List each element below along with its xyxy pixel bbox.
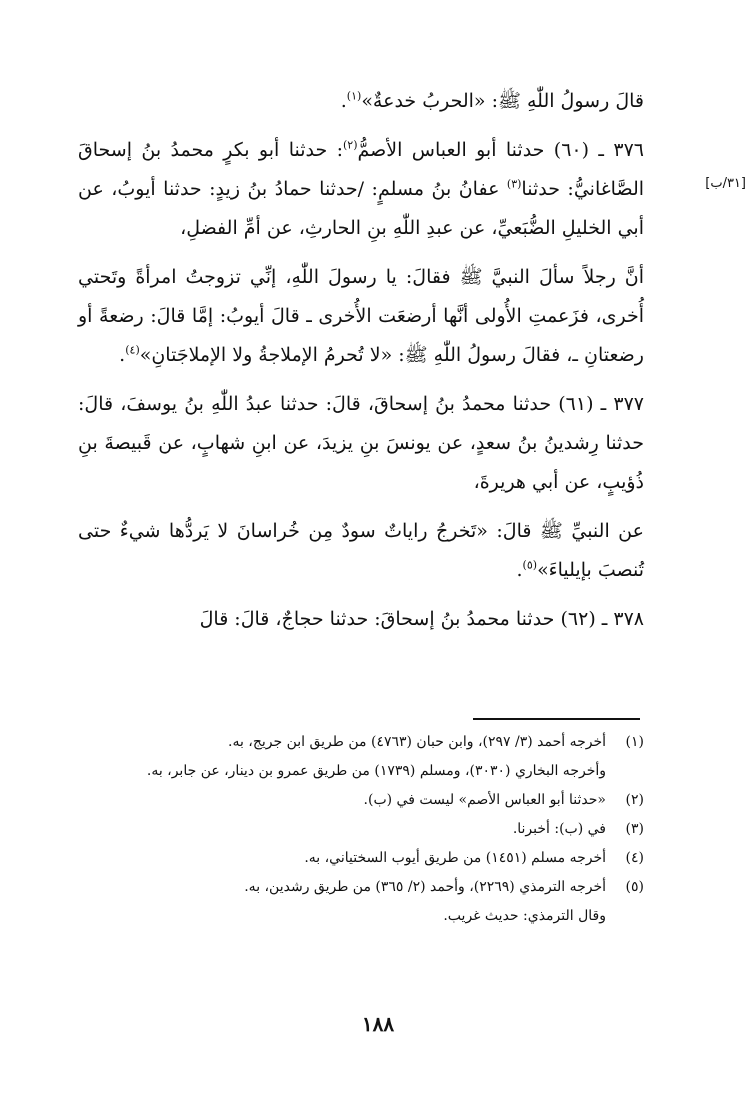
footnote [78, 844, 644, 873]
footnote-ref: (٢) [343, 138, 358, 152]
paragraph: ٣٧٨ ـ (٦٢) حدثنا محمدُ بنُ إسحاقَ: حدثنا حجاجٌ، قالَ: قالَ [199, 608, 644, 630]
paragraph: عن النبيِّ ﷺ قالَ: «تَخرجُ راياتٌ سودٌ مِن خُراسانَ لا يَردُّها شيءٌ حتى تُنصبَ بإيلياءَ»$^{(٥)}$. [78, 520, 644, 581]
paragraph: ٣٧٦ ـ (٦٠) حدثنا أبو العباس الأصمُّ$^{(٢)}$: حدثنا أبو بكرٍ محمدُ بنُ إسحاقَ الصَّاغانيُّ: حدثنا$^{(٣)}$ عفانُ بنُ مسلمٍ: /حدثنا حمادُ بنُ زيدٍ: حدثنا أيوبُ، عن أبي الخليلِ الضُّبَعيِّ، عن عبدِ اللّٰهِ بنِ الحارثِ، عن أمِّ الفضلِ، [78, 138, 645, 239]
footnote-text: أخرجه أحمد (٣/ ٢٩٧)، وابن حبان (٤٧٦٣) من طريق ابن جريج، به. [228, 734, 606, 750]
footnote-ref: (٣) [506, 177, 522, 191]
footnote-number: (٥) [625, 879, 644, 895]
footnote-continuation: وأخرجه البخاري (٣٠٣٠)، ومسلم (١٧٣٩) من طريق عمرو بن دينار، عن جابر، به. [146, 763, 606, 779]
footnotes [78, 728, 644, 931]
paragraph: أنَّ رجلاً سألَ النبيَّ ﷺ فقالَ: يا رسولَ اللّٰهِ، إنِّي تزوجتُ امرأةً وتَحتي أُخرى، فزَعمتِ الأُولى أنَّها أرضعَت الأُخرى ـ قالَ أيوبُ: إمَّا قالَ: رضعةً أو رضعتانِ ـ، فقالَ رسولُ اللّٰهِ ﷺ: «لا تُحرمُ الإملاجةُ ولا الإملاجَتانِ»$^{(٤)}$. [78, 266, 644, 366]
footnote [78, 786, 644, 815]
footnote-number: (٤) [625, 850, 644, 866]
footnote-continuation: وقال الترمذي: حديث غريب. [443, 908, 606, 924]
margin-folio-reference: [٣١/ب] [705, 176, 746, 191]
main-text [78, 82, 644, 649]
footnote-text: أخرجه الترمذي (٢٢٦٩)، وأحمد (٢/ ٣٦٥) من طريق رشدين، به. [244, 879, 606, 895]
footnote-number: (٣) [625, 821, 644, 837]
footnote-text: «حدثنا أبو العباس الأصم» ليست في (ب). [363, 792, 606, 808]
footnote-ref: (١) [346, 89, 362, 103]
footnote-text: أخرجه مسلم (١٤٥١) من طريق أيوب السختياني، به. [304, 850, 606, 866]
footnote [78, 873, 644, 902]
paragraph: قالَ رسولُ اللّٰهِ ﷺ: «الحربُ خدعةٌ»$^{(١)}$. [340, 89, 644, 112]
footnote [78, 815, 644, 844]
footnote-ref: (٤) [125, 343, 140, 357]
footnote-text: في (ب): أخبرنا. [512, 821, 606, 837]
page-number: ١٨٨ [361, 1012, 395, 1036]
paragraph: ٣٧٧ ـ (٦١) حدثنا محمدُ بنُ إسحاقَ، قالَ: حدثنا عبدُ اللّٰهِ بنُ يوسفَ، قالَ: حدثنا رِشدينُ بنُ سعدٍ، عن يونسَ بنِ يزيدَ، عن ابنِ شهابٍ، عن قَبيصةَ بنِ ذُؤيبٍ، عن أبي هريرةَ، [78, 393, 644, 493]
footnote-number: (١) [625, 734, 644, 750]
footnote-number: (٢) [625, 792, 644, 808]
footnote-ref: (٥) [522, 558, 538, 572]
footnote [78, 728, 644, 757]
footnote-separator [473, 718, 640, 720]
